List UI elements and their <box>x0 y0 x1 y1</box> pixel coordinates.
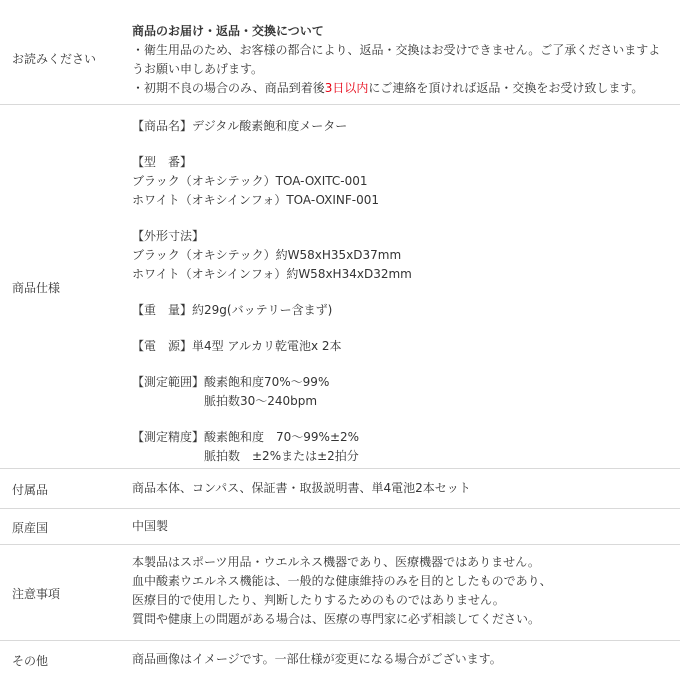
spec-row-origin <box>0 508 680 545</box>
caution-text: 血中酸素ウエルネス機能は、一般的な健康維持のみを目的としたものであり、 <box>132 574 552 588</box>
row-content <box>132 479 672 498</box>
caution-text: 本製品はスポーツ用品・ウエルネス機器であり、医療機器ではありません。 <box>132 555 540 569</box>
notice-text-part: ・初期不良の場合のみ、商品到着後 <box>132 81 325 95</box>
spec-power: 【電 源】単4型 アルカリ乾電池x 2本 <box>132 339 342 353</box>
spec-model-white: ホワイト（オキシインフォ）TOA-OXINF-001 <box>132 193 380 207</box>
row-label: お読みください <box>12 52 97 66</box>
notice-emphasis: 3日以内 <box>324 81 369 95</box>
row-content <box>132 553 672 629</box>
caution-text: 質問や健康上の問題がある場合は、医療の専門家に必ず相談してください。 <box>132 612 541 626</box>
notice-text: ・衛生用品のため、お客様の都合により、返品・交換はお受けできません。ご了承くださいますようお願い申しあげます。 <box>132 43 661 76</box>
spec-row-notice <box>0 0 680 104</box>
spec-range: 【測定範囲】酸素飽和度70%～99% <box>132 375 330 389</box>
row-label: 原産国 <box>12 521 49 535</box>
spec-product-name: 【商品名】デジタル酸素飽和度メーター <box>132 119 348 133</box>
origin-value: 中国製 <box>132 519 169 533</box>
spec-weight: 【重 量】約29g(バッテリー含まず) <box>132 303 333 317</box>
spec-dims-white: ホワイト（オキシインフォ）約W58xH34xD32mm <box>132 267 412 281</box>
spec-row-other <box>0 640 680 681</box>
row-label: その他 <box>12 654 49 668</box>
notice-text-part: にご連絡を頂ければ返品・交換をお受け致します。 <box>368 81 644 95</box>
spec-range-pulse: 脈拍数30～240bpm <box>204 394 318 408</box>
row-content <box>132 650 672 669</box>
spec-row-specifications <box>0 104 680 469</box>
row-label: 付属品 <box>12 483 49 497</box>
spec-dims-title: 【外形寸法】 <box>132 229 205 243</box>
spec-accuracy-pulse: 脈拍数 ±2%または±2拍分 <box>204 449 359 463</box>
spec-dims-black: ブラック（オキシテック）約W58xH35xD37mm <box>132 248 402 262</box>
row-content <box>132 117 672 466</box>
spec-accuracy: 【測定精度】酸素飽和度 70～99%±2% <box>132 430 360 444</box>
caution-text: 医療目的で使用したり、判断したりするためのものではありません。 <box>132 593 505 607</box>
row-label: 商品仕様 <box>12 281 61 295</box>
spec-row-accessories <box>0 468 680 509</box>
notice-heading: 商品のお届け・返品・交換について <box>132 24 324 38</box>
spec-model-title: 【型 番】 <box>132 155 193 169</box>
spec-model-black: ブラック（オキシテック）TOA-OXITC-001 <box>132 174 368 188</box>
notice-text <box>132 79 672 98</box>
row-label: 注意事項 <box>12 587 61 601</box>
row-content <box>132 517 672 536</box>
other-value: 商品画像はイメージです。一部仕様が変更になる場合がございます。 <box>132 652 502 666</box>
accessories-value: 商品本体、コンパス、保証書・取扱説明書、単4電池2本セット <box>132 481 471 495</box>
row-content <box>132 22 672 98</box>
spec-row-caution <box>0 544 680 641</box>
